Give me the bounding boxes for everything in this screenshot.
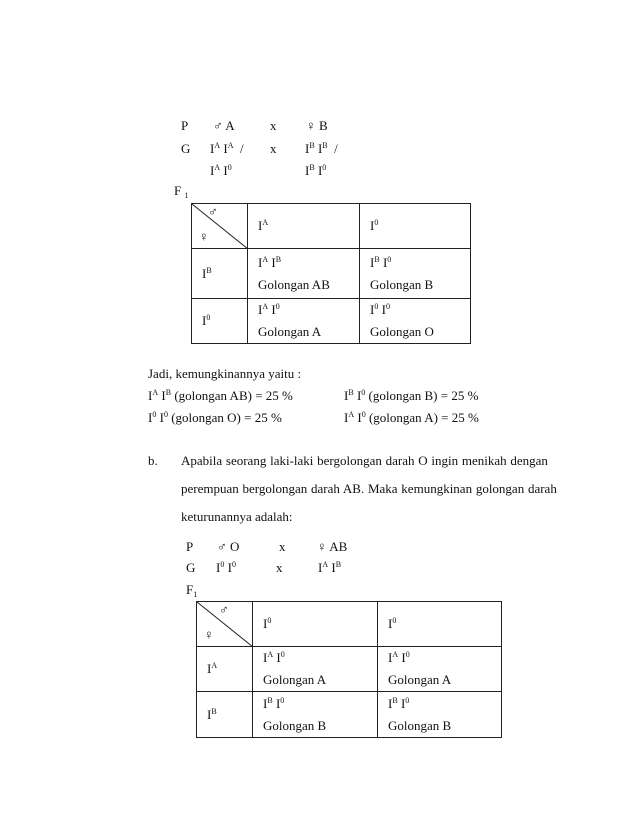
table2-col-header: $I^0$ xyxy=(378,602,502,647)
cross2-female-gametes: $I^A$ $I^B$ xyxy=(318,560,342,575)
female-symbol-icon: ♀ xyxy=(204,627,214,642)
punnett-table-1 xyxy=(191,203,471,344)
cross1-male-gametes-2: $I^A$ $I^0$ xyxy=(210,163,232,178)
male-symbol-icon: ♂ xyxy=(217,539,227,554)
table1-cell: $I^A$ $I^B$ Golongan AB xyxy=(248,249,360,299)
table2-corner xyxy=(197,602,253,647)
part-b-marker: b. xyxy=(148,453,158,468)
male-symbol-icon: ♂ xyxy=(208,204,218,219)
punnett-table-2 xyxy=(196,601,502,738)
table2-col-header: $I^0$ xyxy=(253,602,378,647)
conclusion-item: $I^0$ $I^0$ (golongan O) = 25 % xyxy=(148,410,282,425)
cross2-g-label: G xyxy=(186,560,196,575)
cross1-female-gametes-1: $I^B$ $I^B$ / xyxy=(305,141,338,156)
table1-col-header: $I^0$ xyxy=(360,204,471,249)
table1-corner xyxy=(192,204,248,249)
table1-cell: $I^0$ $I^0$ Golongan O xyxy=(360,299,471,344)
cross2-f1-label: $F_1$ xyxy=(186,582,198,599)
table1-row-header: $I^0$ xyxy=(192,299,248,344)
table2-row-header: $I^B$ xyxy=(197,692,253,738)
table2-cell: $I^B$ $I^0$ Golongan B xyxy=(378,692,502,738)
table1-cell: $I^A$ $I^0$ Golongan A xyxy=(248,299,360,344)
cross2-male-parent: ♂ O xyxy=(217,539,240,554)
female-symbol-icon: ♀ xyxy=(199,229,209,244)
male-symbol-icon: ♂ xyxy=(213,118,223,133)
cross1-female-parent: ♀ B xyxy=(306,118,328,133)
conclusion-intro: Jadi, kemungkinannya yaitu : xyxy=(148,366,302,381)
table2-row-header: $I^A$ xyxy=(197,647,253,692)
cross2-p-label: P xyxy=(186,539,194,554)
cross2-cross-sign: x xyxy=(279,539,286,554)
cross1-g-label: G xyxy=(181,141,191,156)
table2-cell: $I^B$ $I^0$ Golongan B xyxy=(253,692,378,738)
cross1-female-gametes-2: $I^B$ $I^0$ xyxy=(305,163,327,178)
cross1-p-label: P xyxy=(181,118,189,133)
cross1-cross-sign-2: x xyxy=(270,141,277,156)
conclusion-item: $I^A$ $I^0$ (golongan A) = 25 % xyxy=(344,410,479,425)
table2-cell: $I^A$ $I^0$ Golongan A xyxy=(378,647,502,692)
cross2-cross-sign-2: x xyxy=(276,560,283,575)
table2-cell: $I^A$ $I^0$ Golongan A xyxy=(253,647,378,692)
part-b-paragraph: Apabila seorang laki-laki bergolongan darah O ingin menikah dengan perempuan bergolongan darah AB. Maka kemungkinan golongan darah keturunannya adalah: xyxy=(181,453,557,524)
cross1-f1-label: F $_1$ xyxy=(174,183,189,200)
cross2-female-parent: ♀ AB xyxy=(317,539,348,554)
male-symbol-icon: ♂ xyxy=(219,602,229,617)
cross1-male-gametes-1: $I^A$ $I^A$ / xyxy=(210,141,244,156)
conclusion-item: $I^A$ $I^B$ (golongan AB) = 25 % xyxy=(148,388,293,403)
cross1-male-parent: ♂ A xyxy=(213,118,235,133)
table1-cell: $I^B$ $I^0$ Golongan B xyxy=(360,249,471,299)
cross1-cross-sign: x xyxy=(270,118,277,133)
female-symbol-icon: ♀ xyxy=(317,539,327,554)
table1-row-header: $I^B$ xyxy=(192,249,248,299)
cross2-male-gametes: $I^0$ $I^0$ xyxy=(216,560,236,575)
female-symbol-icon: ♀ xyxy=(306,118,316,133)
table1-col-header: $I^A$ xyxy=(248,204,360,249)
conclusion-item: $I^B$ $I^0$ (golongan B) = 25 % xyxy=(344,388,479,403)
